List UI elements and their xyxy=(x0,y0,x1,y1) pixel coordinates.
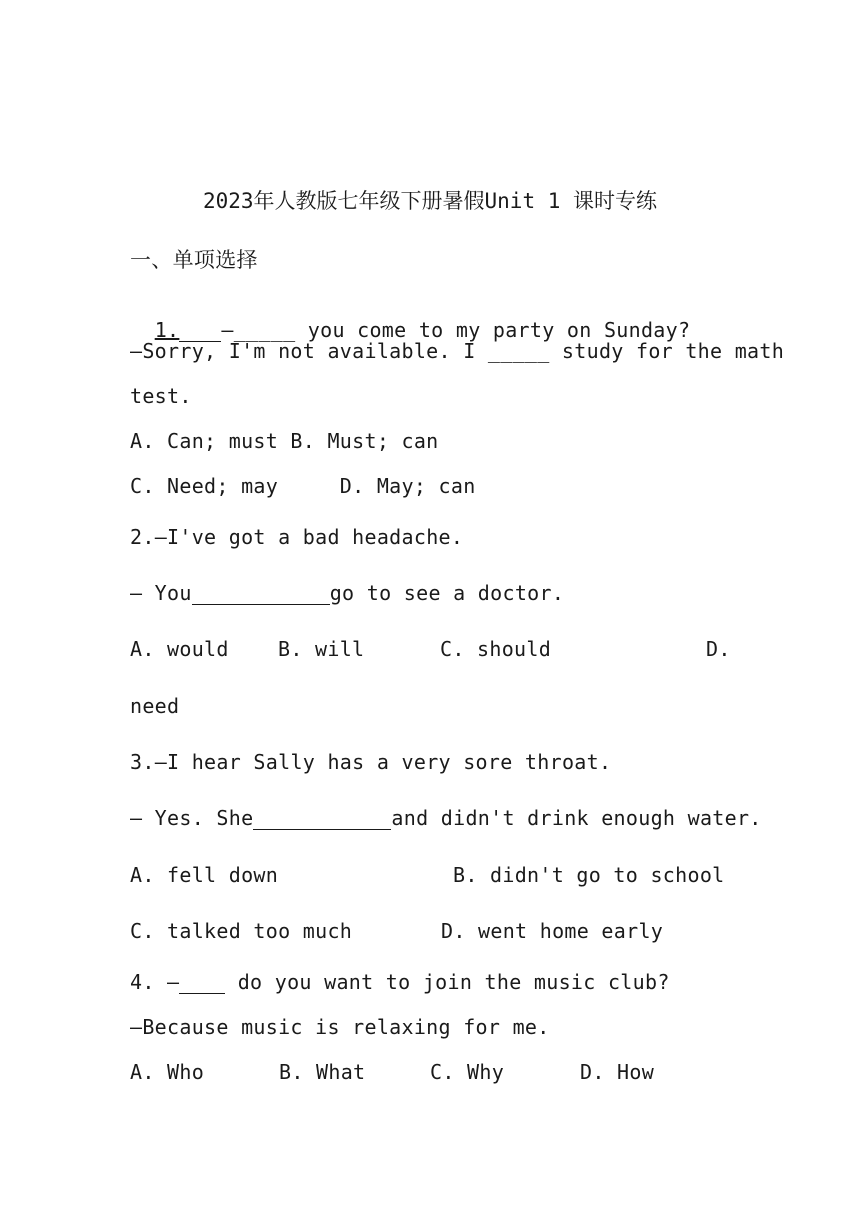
question-3-option-d: D. went home early xyxy=(441,919,664,943)
question-3-stem: —I hear Sally has a very sore throat. xyxy=(154,750,612,774)
question-2-option-d-text: need xyxy=(130,694,180,718)
question-4-stem: do you want to join the music club? xyxy=(237,970,670,994)
question-1-options-1: A. Can; must B. Must; can xyxy=(130,429,439,453)
question-3-option-a: A. fell down xyxy=(130,863,279,887)
question-2-option-a: A. would xyxy=(130,637,229,661)
answer-blank xyxy=(192,584,330,605)
question-4-line-1 xyxy=(130,970,670,994)
question-1-line-3: test. xyxy=(130,384,192,408)
page-title: 2023年人教版七年级下册暑假Unit 1 课时专练 xyxy=(202,189,658,213)
question-3-number: 3. xyxy=(130,750,155,774)
question-2-number: 2. xyxy=(130,525,155,549)
question-3-option-b: B. didn't go to school xyxy=(453,863,725,887)
answer-blank xyxy=(179,973,225,994)
question-1-options-2: C. Need; may D. May; can xyxy=(130,474,476,498)
question-4-option-c: C. Why xyxy=(430,1060,505,1084)
question-4-line-2: —Because music is relaxing for me. xyxy=(130,1015,550,1039)
question-1-stem: —_____ you come to my party on Sunday? xyxy=(221,318,691,342)
question-2-line-1 xyxy=(130,525,463,549)
question-4-option-b: B. What xyxy=(279,1060,366,1084)
question-1-line-1 xyxy=(130,294,690,342)
question-2-line-2 xyxy=(130,581,564,605)
question-3-line-1 xyxy=(130,750,611,774)
question-4-number: 4. xyxy=(130,970,155,994)
question-4-option-a: A. Who xyxy=(130,1060,205,1084)
answer-blank xyxy=(253,809,391,830)
question-2-stem-end: go to see a doctor. xyxy=(329,581,565,605)
question-3-line-2 xyxy=(130,806,762,830)
question-3-stem-end: and didn't drink enough water. xyxy=(391,806,762,830)
question-2-stem: —I've got a bad headache. xyxy=(154,525,464,549)
question-1-line-2: —Sorry, I'm not available. I _____ study for the math xyxy=(130,339,785,363)
section-heading: 一、单项选择 xyxy=(130,248,258,272)
question-4-prefix: — xyxy=(167,970,180,994)
question-3-prefix: — Yes. She xyxy=(130,806,254,830)
question-3-option-c: C. talked too much xyxy=(130,919,353,943)
question-2-prefix: — You xyxy=(130,581,192,605)
question-4-option-d: D. How xyxy=(580,1060,655,1084)
question-2-option-d: D. xyxy=(706,637,731,661)
question-2-option-c: C. should xyxy=(440,637,552,661)
question-1-number: 1. xyxy=(154,318,180,342)
question-2-option-b: B. will xyxy=(278,637,365,661)
